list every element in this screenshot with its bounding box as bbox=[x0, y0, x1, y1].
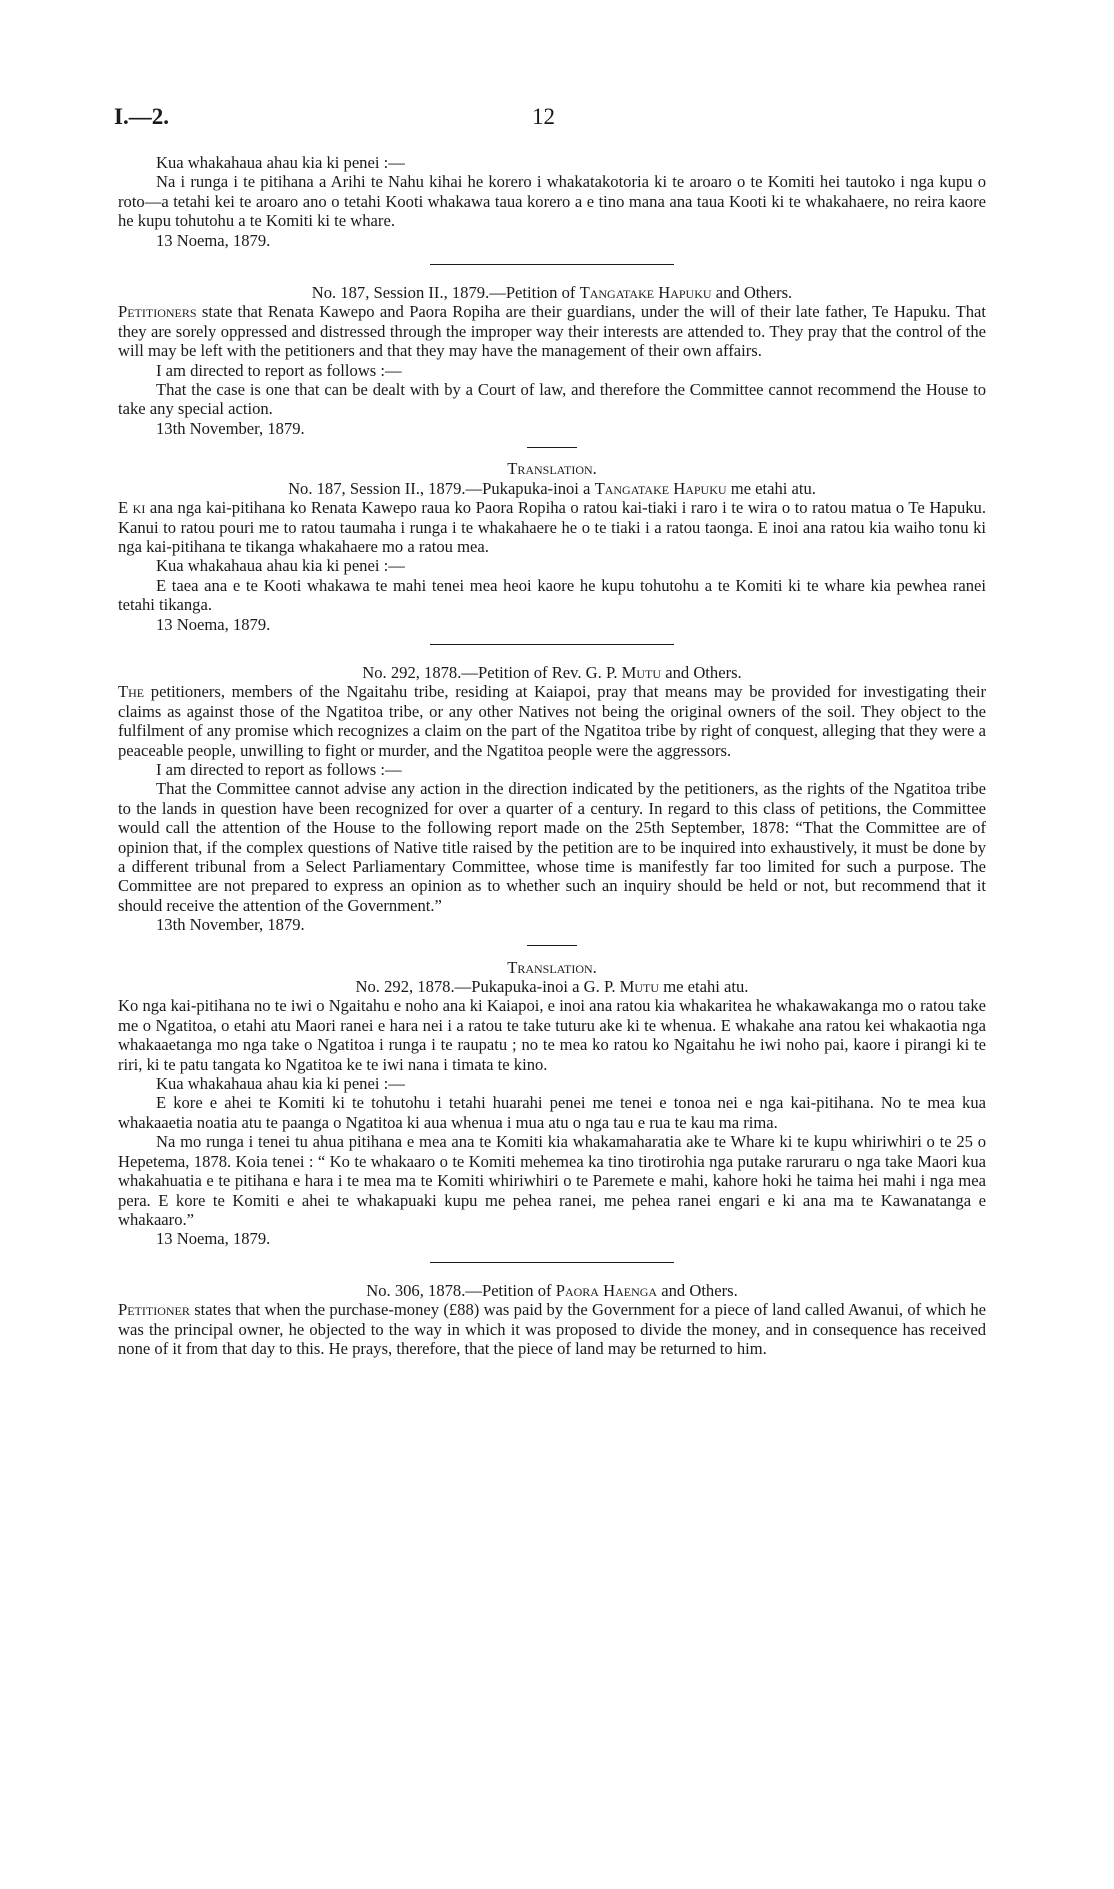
report-body: Na i runga i te pitihana a Arihi te Nahu kihai he korero i whakatakotoria ki te aroaro o te Komiti hei tautoko i nga kupu o roto—a tetahi kei te aroaro ano o tetahi Kooti whakawa taua korero a e tino mana ana taua Kooti ki te whakahaere, no reira kaore he kupu tohutohu a te Komiti ki te whare. bbox=[118, 172, 986, 231]
section-divider bbox=[527, 945, 577, 946]
section-divider bbox=[430, 264, 674, 265]
report-direction: I am directed to report as follows :— bbox=[156, 759, 402, 779]
report-date: 13 Noema, 1879. bbox=[156, 230, 271, 250]
petition-title: No. 292, 1878.—Pukapuka-inoi a G. P. Mutu me etahi atu. bbox=[355, 977, 749, 997]
petition-title: No. 292, 1878.—Petition of Rev. G. P. Mutu and Others. bbox=[362, 662, 742, 682]
page-content bbox=[118, 153, 986, 1358]
petition-title: No. 306, 1878.—Petition of Paora Haenga and Others. bbox=[366, 1280, 738, 1300]
report-direction: I am directed to report as follows :— bbox=[156, 360, 402, 380]
report-date: 13 Noema, 1879. bbox=[156, 1229, 271, 1249]
report-date: 13th November, 1879. bbox=[156, 418, 305, 438]
report-date: 13th November, 1879. bbox=[156, 915, 305, 935]
petition-summary: The petitioners, members of the Ngaitahu tribe, residing at Kaiapoi, pray that means may be provided for investigating their claims as against those of the Ngatitoa tribe, or any other Natives not being the original owners of the soil. They object to the fulfilment of any promise which recognizes a claim on the part of the Ngatitoa tribe by right of conquest, alleging that they were a peaceable people, unwilling to fight or murder, and the Ngatitoa people were the aggressors. bbox=[118, 682, 986, 760]
report-body: Na mo runga i tenei tu ahua pitihana e mea ana te Komiti kia whakamaharatia ake te Whare ki te kupu whiriwhiri o te 25 o Hepetema, 1878. Koia tenei : “ Ko te whakaaro o te Komiti mehemea ka tino tirotirohia nga putake raruraru o nga take Maori kua whakahuatia e te pitihana e hara i te mea ma te Komiti whiriwhiri o te Paremete e mahi, kahore hoki he taima hei mahi i nga mea pera. E kore te Komiti e ahei te whakapuaki kupu me pehea ranei, me pehea ranei engari e ki ana ma te Kawanatanga e whakaaro.” bbox=[118, 1132, 986, 1229]
report-body: That the case is one that can be dealt with by a Court of law, and therefore the Committee cannot recommend the House to take any special action. bbox=[118, 380, 986, 419]
document-reference: I.—2. bbox=[114, 104, 169, 129]
section-divider bbox=[430, 1262, 674, 1263]
petition-summary: Petitioners state that Renata Kawepo and Paora Ropiha are their guardians, under the will of their late father, Te Hapuku. That they are sorely oppressed and distressed through the improper way their interests are attended to. They pray that the control of the will may be left with the petitioners and that they may have the management of their own affairs. bbox=[118, 302, 986, 361]
page-number: 12 bbox=[532, 104, 555, 129]
report-body: That the Committee cannot advise any action in the direction indicated by the petitioners, as the rights of the Ngatitoa tribe to the lands in question have been recognized for over a quarter of a century. In regard to this class of petitions, the Committee would call the attention of the House to the following report made on the 25th September, 1878: “That the Committee are of opinion that, if the complex questions of Native title raised by the petition are to be inquired into exhaustively, it must be done by a different tribunal from a Select Parliamentary Committee, whose time is manifestly far too limited for such a purpose. The Committee are not prepared to express an opinion as to whether such an inquiry should be held or not, but recommend that it should receive the attention of the Government.” bbox=[118, 779, 986, 915]
report-direction: Kua whakahaua ahau kia ki penei :— bbox=[156, 153, 405, 172]
translation-heading: Translation. bbox=[507, 957, 597, 977]
report-direction: Kua whakahaua ahau kia ki penei :— bbox=[156, 1074, 405, 1094]
report-body: E kore e ahei te Komiti ki te tohutohu i tetahi huarahi penei me tenei e tonoa nei e nga kai-pitihana. No te mea kua whakaaetia noatia atu te paanga o Ngatitoa ki aua whenua i mua atu o nga tau e rua te kau ma rima. bbox=[118, 1093, 986, 1132]
petition-title: No. 187, Session II., 1879.—Petition of Tangatake Hapuku and Others. bbox=[311, 283, 793, 303]
translation-heading: Translation. bbox=[507, 459, 597, 479]
section-divider bbox=[430, 644, 674, 645]
petition-summary: E ki ana nga kai-pitihana ko Renata Kawepo raua ko Paora Ropiha o ratou kai-tiaki i raro i te wira o to ratou matua o Te Hapuku. Kanui to ratou pouri me to ratou taumaha i runga i te whakahaere he o te tiaki i a ratou taonga. E inoi ana ratou kia waiho tonu ki nga kai-pitihana te tikanga whakahaere mo a ratou mea. bbox=[118, 498, 986, 556]
petition-summary: Ko nga kai-pitihana no te iwi o Ngaitahu e noho ana ki Kaiapoi, e inoi ana ratou kia whakaritea he whakawakanga mo o ratou take me o Ngatitoa, o etahi atu Maori ranei e hara nei i a ratou te take tuturu ake ki te whenua. E whakahe ana ratou kei whakaotia nga whakaaetanga mo nga take o Ngatitoa i runga i te raupatu ; no te mea ko ratou ko Ngaitahu he iwi noho pai, kaore i pirangi ki te riri, ki te patu tangata ko Ngatitoa ke te iwi nana i timata te kino. bbox=[118, 996, 986, 1074]
petition-summary: Petitioner states that when the purchase-money (£88) was paid by the Government for a piece of land called Awanui, of which he was the principal owner, he objected to the way in which it was proposed to divide the money, and in consequence has received none of it from that day to this. He prays, therefore, that the piece of land may be returned to him. bbox=[118, 1300, 986, 1358]
petition-title: No. 187, Session II., 1879.—Pukapuka-inoi a Tangatake Hapuku me etahi atu. bbox=[288, 478, 816, 498]
section-divider bbox=[527, 447, 577, 448]
page-header bbox=[114, 104, 555, 130]
report-body: E taea ana e te Kooti whakawa te mahi tenei mea heoi kaore he kupu tohutohu a te Komiti ki te whare kia pewhea ranei tetahi tikanga. bbox=[118, 575, 986, 615]
report-direction: Kua whakahaua ahau kia ki penei :— bbox=[156, 556, 405, 576]
report-date: 13 Noema, 1879. bbox=[156, 614, 271, 634]
